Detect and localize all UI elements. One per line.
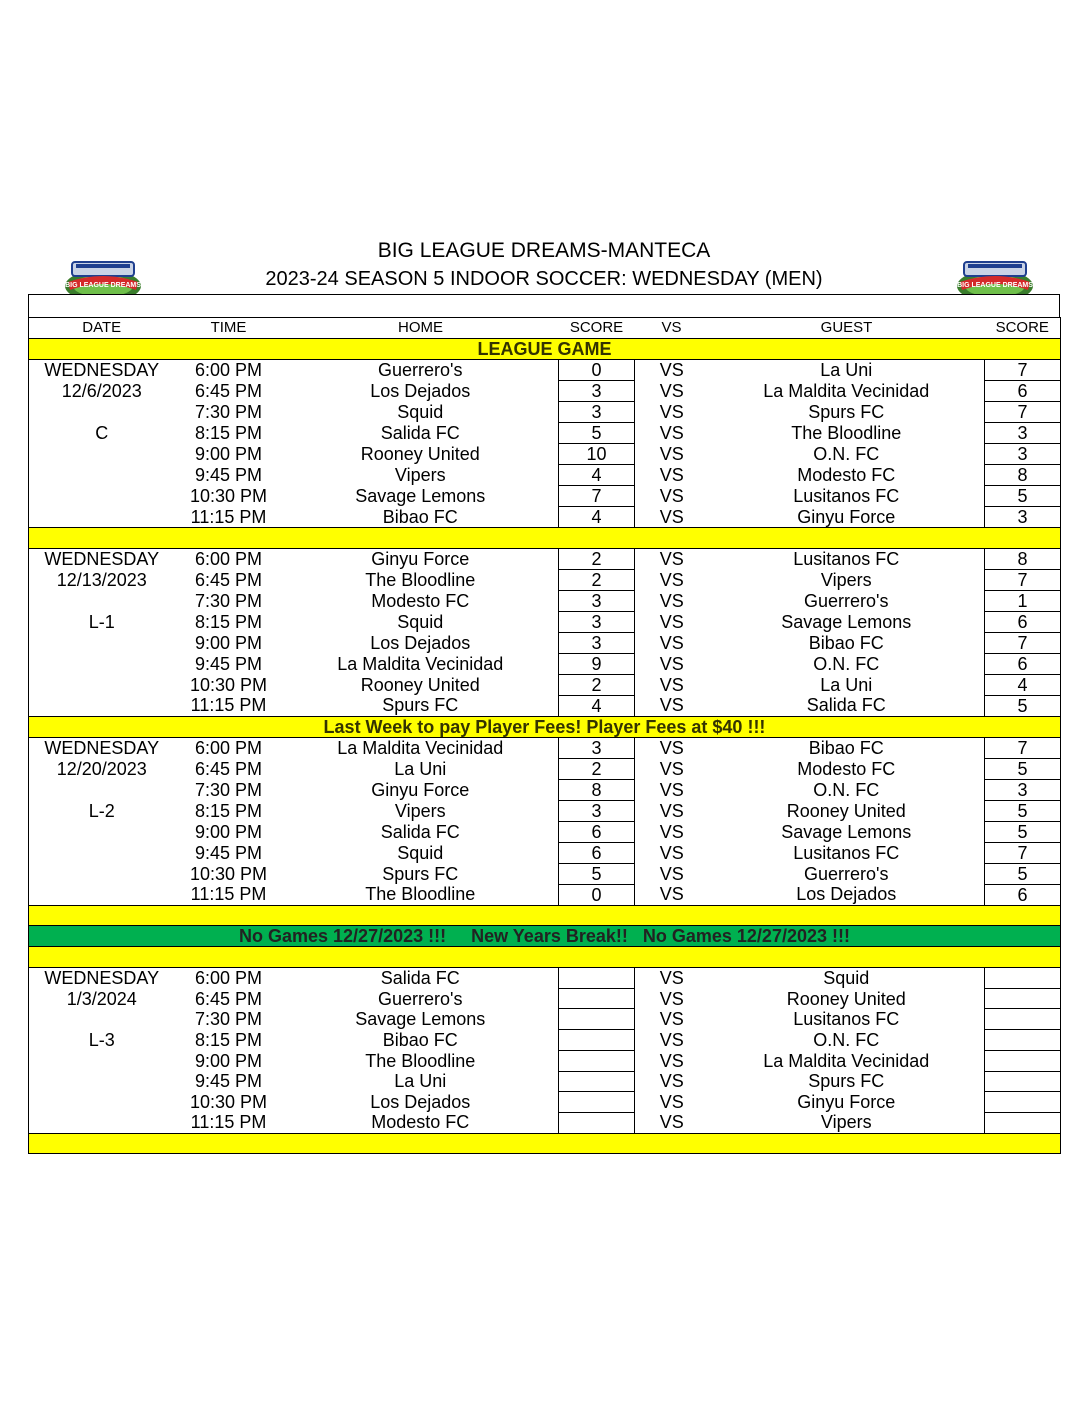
game-row (29, 360, 1061, 381)
separator-band (29, 1133, 1061, 1154)
week-day: WEDNESDAY (29, 548, 175, 569)
header-blank-box (28, 294, 1060, 318)
guest-score: 5 (985, 486, 1061, 507)
game-row (29, 758, 1061, 779)
week-day: WEDNESDAY (29, 737, 175, 758)
home-team: Guerrero's (378, 360, 463, 381)
game-time: 7:30 PM (194, 402, 263, 422)
guest-score: 7 (985, 737, 1061, 758)
home-team: La Maldita Vecinidad (337, 737, 504, 758)
guest-score: 7 (985, 632, 1061, 653)
date-cell (29, 695, 175, 716)
week-date: 1/3/2024 (29, 988, 175, 1009)
game-time: 6:45 PM (194, 381, 263, 401)
game-time: 6:00 PM (194, 360, 263, 381)
home-score: 7 (559, 486, 635, 507)
guest-team: Bibao FC (808, 632, 884, 653)
player-fees-banner-text: Last Week to pay Player Fees! Player Fees at $40 !!! (29, 716, 1061, 737)
guest-score: 7 (985, 402, 1061, 423)
game-row (29, 988, 1061, 1009)
game-time: 7:30 PM (194, 590, 263, 611)
guest-team: Bibao FC (808, 737, 884, 758)
game-row (29, 569, 1061, 590)
guest-score: 5 (985, 800, 1061, 821)
separator-band-text (29, 528, 1061, 549)
no-games-banner-text: No Games 12/27/2023 !!! New Years Break!! No Games 12/27/2023 !!! (29, 926, 1061, 947)
league-game-banner (29, 339, 1061, 360)
game-time: 6:00 PM (194, 737, 263, 758)
guest-team: Savage Lemons (781, 611, 912, 632)
col-home: HOME (283, 318, 559, 339)
date-cell (29, 632, 175, 653)
vs-label: VS (659, 465, 684, 485)
home-score: 6 (559, 842, 635, 863)
guest-score (985, 1092, 1061, 1113)
week-date: 12/6/2023 (29, 381, 175, 402)
guest-score: 3 (985, 779, 1061, 800)
guest-score: 1 (985, 590, 1061, 611)
home-score: 2 (559, 674, 635, 695)
col-score: SCORE (559, 318, 635, 339)
vs-label: VS (659, 381, 684, 401)
vs-label: VS (659, 590, 684, 611)
game-time: 7:30 PM (194, 779, 263, 800)
home-score: 3 (559, 381, 635, 402)
guest-team: Salida FC (806, 695, 886, 716)
home-team: Savage Lemons (355, 486, 486, 506)
home-team: Los Dejados (370, 381, 471, 401)
date-cell (29, 779, 175, 800)
guest-score (985, 1009, 1061, 1030)
guest-team: O.N. FC (813, 1029, 880, 1050)
game-row (29, 884, 1061, 905)
home-team: Salida FC (380, 423, 460, 443)
col-guest: GUEST (709, 318, 985, 339)
game-row (29, 444, 1061, 465)
date-cell (29, 1092, 175, 1113)
game-time: 9:45 PM (194, 842, 263, 863)
week-code: L-1 (29, 611, 175, 632)
home-team: Spurs FC (382, 863, 459, 884)
vs-label: VS (659, 1029, 684, 1050)
separator-band (29, 905, 1061, 926)
separator-band-text (29, 905, 1061, 926)
guest-team: Ginyu Force (797, 1092, 896, 1113)
home-score: 10 (559, 444, 635, 465)
game-row (29, 590, 1061, 611)
home-score: 8 (559, 779, 635, 800)
home-team: The Bloodline (365, 569, 476, 590)
date-cell (29, 486, 175, 507)
game-row (29, 1071, 1061, 1092)
separator-band (29, 528, 1061, 549)
game-row (29, 821, 1061, 842)
guest-team: Lusitanos FC (793, 1009, 900, 1030)
guest-score: 3 (985, 507, 1061, 528)
vs-label: VS (659, 632, 684, 653)
week-day: WEDNESDAY (29, 360, 175, 381)
guest-score: 5 (985, 863, 1061, 884)
date-cell (29, 590, 175, 611)
home-team: The Bloodline (365, 884, 476, 905)
game-time: 6:45 PM (194, 758, 263, 779)
game-row (29, 800, 1061, 821)
vs-label: VS (659, 674, 684, 695)
guest-score: 6 (985, 653, 1061, 674)
guest-team: Ginyu Force (797, 506, 896, 527)
guest-score (985, 1030, 1061, 1051)
game-time: 6:00 PM (194, 548, 263, 569)
vs-label: VS (659, 548, 684, 569)
guest-team: Rooney United (786, 800, 906, 821)
no-games-banner (29, 926, 1061, 947)
game-row (29, 423, 1061, 444)
home-team: La Uni (394, 1071, 447, 1092)
home-team: Rooney United (360, 674, 480, 695)
game-time: 10:30 PM (189, 1092, 268, 1113)
date-cell (29, 444, 175, 465)
guest-team: Vipers (820, 569, 872, 590)
home-team: Vipers (394, 465, 446, 485)
guest-team: Spurs FC (808, 1071, 885, 1092)
guest-team: O.N. FC (813, 444, 880, 464)
guest-team: Guerrero's (804, 590, 889, 611)
guest-score: 5 (985, 821, 1061, 842)
guest-team: Lusitanos FC (793, 486, 900, 506)
home-score: 3 (559, 800, 635, 821)
guest-score (985, 988, 1061, 1009)
game-time: 10:30 PM (189, 486, 268, 506)
game-time: 9:45 PM (194, 653, 263, 674)
col-time: TIME (175, 318, 283, 339)
game-time: 8:15 PM (194, 1029, 263, 1050)
week-date: 12/20/2023 (29, 758, 175, 779)
col-date: DATE (29, 318, 175, 339)
home-score: 2 (559, 548, 635, 569)
game-row (29, 402, 1061, 423)
game-time: 8:15 PM (194, 800, 263, 821)
guest-score: 3 (985, 444, 1061, 465)
home-team: Squid (397, 842, 444, 863)
game-time: 6:45 PM (194, 988, 263, 1009)
home-team: Vipers (394, 800, 446, 821)
col-vs: VS (635, 318, 709, 339)
date-cell (29, 653, 175, 674)
guest-team: Savage Lemons (781, 821, 912, 842)
home-team: Ginyu Force (371, 779, 470, 800)
vs-label: VS (659, 779, 684, 800)
vs-label: VS (659, 800, 684, 821)
vs-label: VS (659, 737, 684, 758)
week-code: L-2 (29, 800, 175, 821)
game-time: 9:45 PM (194, 1071, 263, 1092)
guest-score: 6 (985, 884, 1061, 905)
home-team: Rooney United (360, 444, 480, 464)
vs-label: VS (659, 968, 684, 989)
column-header-row (29, 318, 1061, 339)
game-row (29, 674, 1061, 695)
game-time: 7:30 PM (194, 1009, 263, 1030)
game-row (29, 968, 1061, 989)
vs-label: VS (659, 1009, 684, 1030)
home-team: Salida FC (380, 968, 460, 989)
league-game-banner-text: LEAGUE GAME (29, 339, 1061, 360)
home-score: 3 (559, 737, 635, 758)
home-score: 4 (559, 465, 635, 486)
col-guest-score: SCORE (985, 318, 1061, 339)
game-row (29, 486, 1061, 507)
guest-team: Los Dejados (796, 884, 897, 905)
home-score (559, 988, 635, 1009)
guest-score: 8 (985, 465, 1061, 486)
game-row (29, 779, 1061, 800)
game-time: 9:00 PM (194, 444, 263, 464)
guest-team: La Uni (820, 674, 873, 695)
vs-label: VS (659, 444, 684, 464)
game-row (29, 653, 1061, 674)
vs-label: VS (659, 863, 684, 884)
home-score: 0 (559, 884, 635, 905)
game-time: 11:15 PM (190, 695, 267, 716)
home-team: La Uni (394, 758, 447, 779)
home-team: Ginyu Force (371, 548, 470, 569)
home-team: La Maldita Vecinidad (337, 653, 504, 674)
game-row (29, 1030, 1061, 1051)
home-score (559, 1092, 635, 1113)
guest-team: O.N. FC (813, 653, 880, 674)
game-time: 11:15 PM (190, 1112, 267, 1133)
game-row (29, 1009, 1061, 1030)
game-time: 8:15 PM (194, 423, 263, 443)
game-row (29, 507, 1061, 528)
svg-text:BIG LEAGUE DREAMS: BIG LEAGUE DREAMS (65, 282, 141, 289)
guest-team: Guerrero's (804, 863, 889, 884)
home-team: Squid (397, 402, 444, 422)
guest-score: 7 (985, 360, 1061, 381)
guest-score (985, 1071, 1061, 1092)
home-score: 3 (559, 611, 635, 632)
home-score (559, 968, 635, 989)
separator-band (29, 947, 1061, 968)
game-time: 10:30 PM (189, 863, 268, 884)
week-date: 12/13/2023 (29, 569, 175, 590)
home-score: 5 (559, 423, 635, 444)
vs-label: VS (659, 653, 684, 674)
vs-label: VS (659, 360, 684, 381)
vs-label: VS (659, 611, 684, 632)
home-score (559, 1050, 635, 1071)
game-time: 11:15 PM (190, 884, 267, 905)
home-score: 3 (559, 632, 635, 653)
date-cell (29, 1112, 175, 1133)
home-score: 2 (559, 758, 635, 779)
date-cell (29, 507, 175, 528)
player-fees-banner (29, 716, 1061, 737)
home-score: 0 (559, 360, 635, 381)
game-row (29, 1112, 1061, 1133)
home-score: 6 (559, 821, 635, 842)
guest-team: Squid (823, 968, 870, 989)
svg-text:BIG LEAGUE DREAMS: BIG LEAGUE DREAMS (957, 282, 1033, 289)
game-time: 9:45 PM (194, 465, 263, 485)
date-cell (29, 465, 175, 486)
game-time: 9:00 PM (194, 632, 263, 653)
guest-score: 8 (985, 548, 1061, 569)
game-row (29, 548, 1061, 569)
vs-label: VS (659, 402, 684, 422)
guest-team: Modesto FC (797, 465, 896, 485)
home-score: 2 (559, 569, 635, 590)
vs-label: VS (659, 486, 684, 506)
vs-label: VS (659, 1071, 684, 1092)
guest-score (985, 968, 1061, 989)
separator-band-text (29, 1133, 1061, 1154)
guest-team: The Bloodline (791, 423, 902, 443)
game-row (29, 1050, 1061, 1071)
date-cell (29, 863, 175, 884)
game-time: 9:00 PM (194, 821, 263, 842)
vs-label: VS (659, 506, 684, 527)
home-score: 3 (559, 590, 635, 611)
guest-score: 7 (985, 842, 1061, 863)
schedule-table (28, 317, 1061, 1154)
guest-score: 6 (985, 611, 1061, 632)
date-cell (29, 821, 175, 842)
guest-team: La Maldita Vecinidad (763, 381, 930, 401)
guest-score: 4 (985, 674, 1061, 695)
home-team: Spurs FC (382, 695, 459, 716)
week-day: WEDNESDAY (29, 968, 175, 989)
week-code: L-3 (29, 1030, 175, 1051)
home-score: 5 (559, 863, 635, 884)
guest-team: Rooney United (786, 988, 906, 1009)
game-row (29, 842, 1061, 863)
date-cell (29, 1009, 175, 1030)
page-subtitle: 2023-24 SEASON 5 INDOOR SOCCER: WEDNESDAY (MEN) (265, 268, 823, 290)
separator-band-text (29, 947, 1061, 968)
vs-label: VS (659, 569, 684, 590)
home-team: Salida FC (380, 821, 460, 842)
guest-score: 6 (985, 381, 1061, 402)
home-team: Bibao FC (382, 1029, 458, 1050)
vs-label: VS (659, 821, 684, 842)
home-score (559, 1030, 635, 1051)
vs-label: VS (659, 423, 684, 443)
week-code: C (29, 423, 175, 444)
home-team: Los Dejados (370, 632, 471, 653)
guest-team: Vipers (820, 1112, 872, 1133)
guest-team: La Uni (820, 360, 873, 381)
guest-score: 7 (985, 569, 1061, 590)
vs-label: VS (659, 695, 684, 716)
guest-score: 3 (985, 423, 1061, 444)
guest-team: Spurs FC (808, 402, 885, 422)
game-time: 10:30 PM (189, 674, 268, 695)
vs-label: VS (659, 1112, 684, 1133)
guest-score: 5 (985, 695, 1061, 716)
home-score: 4 (559, 507, 635, 528)
guest-score (985, 1050, 1061, 1071)
game-time: 9:00 PM (194, 1050, 263, 1071)
page-title: BIG LEAGUE DREAMS-MANTECA (377, 239, 711, 262)
home-score: 3 (559, 402, 635, 423)
guest-team: Modesto FC (797, 758, 896, 779)
guest-team: Lusitanos FC (793, 842, 900, 863)
home-team: Los Dejados (370, 1092, 471, 1113)
vs-label: VS (659, 1092, 684, 1113)
home-team: Modesto FC (371, 590, 470, 611)
game-row (29, 1092, 1061, 1113)
home-team: The Bloodline (365, 1050, 476, 1071)
game-row (29, 863, 1061, 884)
game-row (29, 381, 1061, 402)
vs-label: VS (659, 1050, 684, 1071)
date-cell (29, 842, 175, 863)
game-time: 11:15 PM (190, 506, 267, 527)
guest-team: Lusitanos FC (793, 548, 900, 569)
vs-label: VS (659, 988, 684, 1009)
vs-label: VS (659, 842, 684, 863)
game-row (29, 632, 1061, 653)
game-time: 8:15 PM (194, 611, 263, 632)
guest-team: O.N. FC (813, 779, 880, 800)
game-row (29, 695, 1061, 716)
guest-score (985, 1112, 1061, 1133)
home-score (559, 1009, 635, 1030)
home-score (559, 1071, 635, 1092)
vs-label: VS (659, 758, 684, 779)
game-row (29, 611, 1061, 632)
vs-label: VS (659, 884, 684, 905)
date-cell (29, 1071, 175, 1092)
guest-team: La Maldita Vecinidad (763, 1050, 930, 1071)
date-cell (29, 674, 175, 695)
home-score: 4 (559, 695, 635, 716)
home-score (559, 1112, 635, 1133)
date-cell (29, 884, 175, 905)
home-score: 9 (559, 653, 635, 674)
home-team: Squid (397, 611, 444, 632)
game-row (29, 737, 1061, 758)
guest-score: 5 (985, 758, 1061, 779)
game-time: 6:45 PM (194, 569, 263, 590)
game-row (29, 465, 1061, 486)
home-team: Savage Lemons (355, 1009, 486, 1030)
date-cell (29, 1050, 175, 1071)
home-team: Bibao FC (382, 506, 458, 527)
game-time: 6:00 PM (194, 968, 263, 989)
date-cell (29, 402, 175, 423)
home-team: Modesto FC (371, 1112, 470, 1133)
home-team: Guerrero's (378, 988, 463, 1009)
